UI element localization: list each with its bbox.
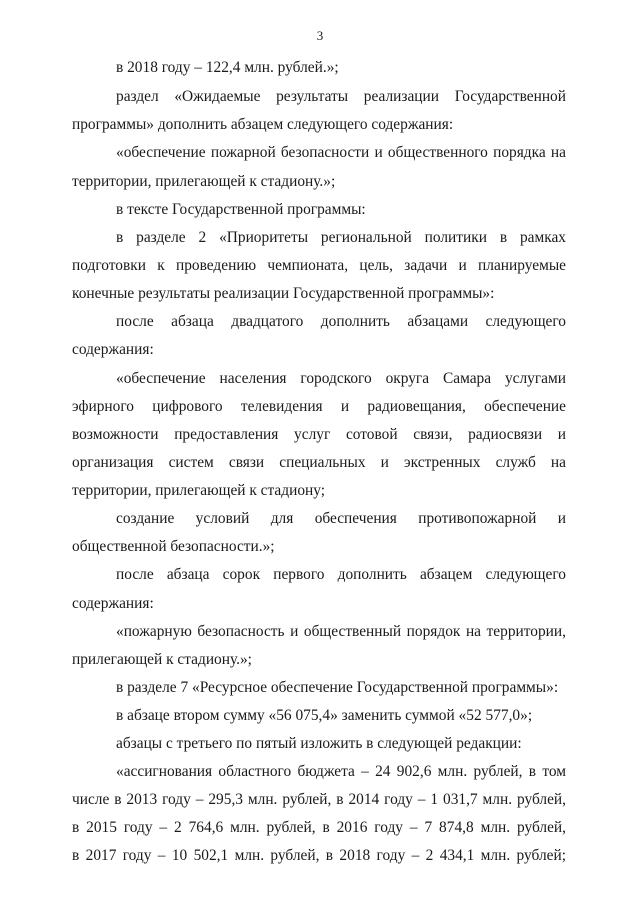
text-line: содержания: [72,595,154,612]
text-line: «обеспечение пожарной безопасности и общественного порядка на [116,144,566,161]
text-line: территории, прилегающей к стадиону.»; [72,173,336,190]
text-line: программы» дополнить абзацем следующего содержания: [72,116,454,133]
text-line: числе в 2013 году – 295,3 млн. рублей, в 2014 году – 1 031,7 млн. рублей, [72,791,566,808]
text-line: абзацы с третьего по пятый изложить в следующей редакции: [116,735,522,752]
text-line: подготовки к проведению чемпионата, цель, задачи и планируемые [72,257,566,274]
text-line: раздел «Ожидаемые результаты реализации Государственной [116,88,566,105]
text-line: прилегающей к стадиону.»; [72,651,252,668]
text-line: в абзаце втором сумму «56 075,4» заменить суммой «52 577,0»; [116,707,533,724]
text-line: в 2015 году – 2 764,6 млн. рублей, в 2016 году – 7 874,8 млн. рублей, [72,819,566,836]
text-line: в 2018 году – 122,4 млн. рублей.»; [116,59,339,76]
text-line: территории, прилегающей к стадиону; [72,482,326,499]
text-line: «обеспечение населения городского округа Самара услугами [116,370,566,387]
text-line: после абзаца двадцатого дополнить абзацами следующего [116,313,566,330]
text-line: «пожарную безопасность и общественный порядок на территории, [116,623,566,640]
text-line: «ассигнования областного бюджета – 24 902,6 млн. рублей, в том [116,763,566,780]
text-line: эфирного цифрового телевидения и радиовещания, обеспечение [72,398,566,415]
text-line: в тексте Государственной программы: [116,201,366,218]
text-line: в разделе 7 «Ресурсное обеспечение Государственной программы»: [116,679,559,696]
text-line: общественной безопасности.»; [72,538,275,555]
text-line: содержания: [72,341,154,358]
text-line: в 2017 году – 10 502,1 млн. рублей, в 2018 году – 2 434,1 млн. рублей; [72,847,566,864]
text-line: после абзаца сорок первого дополнить абзацем следующего [116,566,566,583]
text-line: организация систем связи специальных и экстренных служб на [72,454,566,471]
text-line: возможности предоставления услуг сотовой связи, радиосвязи и [72,426,566,443]
text-line: в разделе 2 «Приоритеты региональной политики в рамках [116,229,566,246]
text-line: создание условий для обеспечения противопожарной и [116,510,566,527]
text-line: конечные результаты реализации Государственной программы»: [72,285,495,302]
page-number: 3 [316,28,324,43]
